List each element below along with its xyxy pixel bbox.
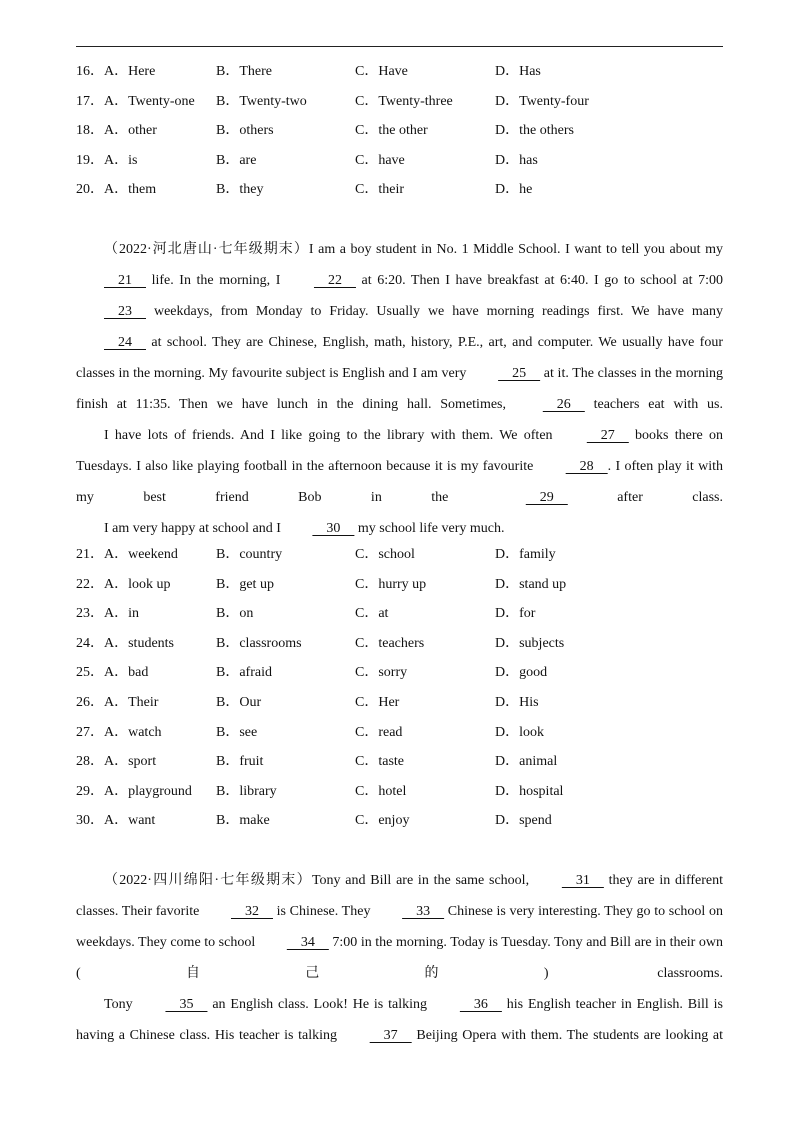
option-b: B．make — [216, 813, 270, 829]
answer-blank: 33 — [402, 904, 445, 919]
option-b: B．get up — [216, 576, 274, 592]
question-number: 21． — [76, 547, 104, 562]
option-d: D．has — [495, 152, 538, 168]
option-c: C．Her — [355, 695, 400, 710]
passage-text: his English teacher in English. Bill is having a Chinese class. His teacher is talking — [76, 997, 723, 1043]
option-d: D．the others — [495, 123, 574, 139]
passage-text: my school life very much. — [354, 521, 505, 536]
passage-text: I am very happy at school and I — [104, 521, 285, 536]
option-a — [76, 179, 156, 201]
passage-text: an English class. Look! He is talking — [207, 997, 432, 1012]
option-a — [76, 722, 162, 744]
question-options-row — [76, 662, 726, 684]
option-a-text: A．other — [104, 123, 157, 139]
question-options-row — [76, 120, 726, 142]
option-a-text: A．want — [104, 813, 156, 829]
option-c: C．the other — [355, 123, 428, 139]
answer-blank: 25 — [498, 366, 541, 381]
option-b: B．classrooms — [216, 635, 302, 651]
option-a — [76, 751, 156, 773]
question-options-row — [76, 150, 726, 172]
passage-paragraph — [76, 420, 723, 513]
passage-text: they are in different classes. Their favorite — [76, 873, 723, 919]
option-d: D．subjects — [495, 635, 565, 651]
cloze-passage-31-37 — [76, 865, 723, 1051]
option-b: B．see — [216, 724, 258, 740]
passage-text: after class. — [567, 490, 723, 505]
question-options-row — [76, 179, 726, 201]
option-c: C．taste — [355, 754, 404, 770]
source-tag: （2022·四川绵阳·七年级期末） — [104, 873, 312, 888]
option-a-text: A．look up — [104, 576, 171, 592]
passage-text: is Chinese. They — [272, 904, 375, 919]
question-number: 26． — [76, 695, 104, 710]
passage-text: . I often play it with my best friend Bob in the — [76, 459, 724, 505]
answer-blank: 26 — [542, 397, 585, 412]
header-rule — [76, 46, 723, 47]
option-b: B．fruit — [216, 754, 264, 770]
question-options-row — [76, 603, 726, 625]
question-options-row — [76, 574, 726, 596]
question-number: 20． — [76, 182, 104, 198]
option-a — [76, 662, 148, 684]
option-d: D．His — [495, 695, 539, 710]
passage-text: Beijing Opera with them. The students are looking at — [411, 1028, 723, 1043]
passage-text: at school. They are Chinese, English, math, history, P.E., art, and computer. We usually have four classes in the morning. My favourite subject is English and I am very — [76, 335, 723, 381]
option-b: B．country — [216, 547, 283, 562]
option-a — [76, 574, 171, 596]
question-number: 25． — [76, 665, 104, 681]
question-number: 29． — [76, 783, 104, 799]
answer-blank: 36 — [459, 997, 502, 1012]
question-number: 16． — [76, 64, 104, 79]
option-a — [76, 692, 158, 714]
answer-blank: 30 — [312, 521, 355, 536]
question-options-row — [76, 751, 726, 773]
option-a — [76, 781, 192, 803]
option-c: C．hotel — [355, 783, 407, 799]
answer-blank: 37 — [369, 1028, 412, 1043]
option-a-text: A．in — [104, 606, 139, 622]
option-c: C．teachers — [355, 635, 425, 651]
question-options-row — [76, 810, 726, 832]
option-d: D．spend — [495, 813, 552, 829]
option-c: C．Twenty-three — [355, 93, 453, 109]
option-d: D．he — [495, 182, 533, 198]
option-a — [76, 810, 155, 832]
answer-blank: 31 — [561, 873, 604, 888]
passage-text: at 6:20. Then I have breakfast at 6:40. I go to school at 7:00 — [355, 273, 723, 288]
passage-text: Chinese is very interesting. They go to school on weekdays. They come to school — [76, 904, 723, 950]
option-a — [76, 120, 157, 142]
passage-text: books there on Tuesdays. I also like playing football in the afternoon because it is my favourite — [76, 428, 723, 474]
option-a-text: A．Their — [104, 695, 159, 710]
option-d: D．Has — [495, 64, 541, 79]
passage-paragraph — [76, 865, 723, 989]
answer-blank: 35 — [165, 997, 208, 1012]
passage-text: life. In the morning, I — [146, 273, 286, 288]
question-options-row — [76, 722, 726, 744]
answer-blank: 32 — [230, 904, 273, 919]
passage-text: Tony and Bill are in the same school, — [311, 873, 534, 888]
option-d: D．family — [495, 547, 556, 562]
passage-paragraph — [76, 989, 723, 1051]
cloze-passage-21-30 — [76, 234, 723, 544]
question-options-row — [76, 633, 726, 655]
answer-blank: 22 — [313, 273, 356, 288]
question-options-row — [76, 781, 726, 803]
option-c: C．have — [355, 152, 405, 168]
option-a-text: A．watch — [104, 724, 162, 740]
option-a-text: A．is — [104, 152, 138, 168]
option-c: C．sorry — [355, 665, 408, 681]
option-a — [76, 544, 178, 566]
option-a-text: A．sport — [104, 754, 157, 770]
source-tag: （2022·河北唐山·七年级期末） — [104, 242, 309, 257]
passage-paragraph — [76, 513, 723, 544]
passage-text: I have lots of friends. And I like going to the library with them. We often — [104, 428, 559, 443]
option-d: D．stand up — [495, 576, 567, 592]
passage-text: teachers eat with us. — [584, 397, 723, 412]
option-a — [76, 633, 174, 655]
question-number: 24． — [76, 635, 104, 651]
option-a-text: A．them — [104, 182, 157, 198]
option-b: B．others — [216, 123, 274, 139]
question-number: 18． — [76, 123, 104, 139]
passage-paragraph — [76, 234, 723, 420]
answer-blank: 27 — [586, 428, 629, 443]
option-b: B．afraid — [216, 665, 272, 681]
answer-blank: 34 — [286, 935, 329, 950]
answer-blank: 28 — [565, 459, 608, 474]
option-a-text: A．Twenty-one — [104, 93, 195, 109]
question-options-row — [76, 544, 726, 566]
passage-text: Tony — [104, 997, 138, 1012]
option-a-text: A．students — [104, 635, 174, 651]
option-a-text: A．weekend — [104, 547, 178, 562]
option-b: B．There — [216, 64, 272, 79]
passage-text: 7:00 in the morning. Today is Tuesday. Tony and Bill are in their own (自己的) classrooms. — [76, 935, 723, 981]
question-options-row — [76, 91, 726, 113]
question-options-row — [76, 61, 726, 83]
option-c: C．their — [355, 182, 404, 198]
option-b: B．they — [216, 182, 264, 198]
option-a — [76, 150, 137, 172]
question-number: 27． — [76, 724, 104, 740]
option-b: B．are — [216, 152, 257, 168]
question-number: 30． — [76, 813, 104, 829]
option-a-text: A．bad — [104, 665, 149, 681]
option-d: D．hospital — [495, 783, 564, 799]
option-a — [76, 91, 195, 113]
question-number: 28． — [76, 754, 104, 770]
option-c: C．Have — [355, 64, 408, 79]
passage-text: weekdays, from Monday to Friday. Usually we have morning readings first. We have many — [146, 304, 723, 319]
option-d: D．look — [495, 724, 544, 740]
option-c: C．read — [355, 724, 403, 740]
answer-blank: 23 — [104, 304, 146, 319]
option-a — [76, 603, 139, 625]
answer-blank: 24 — [104, 335, 146, 350]
option-c: C．hurry up — [355, 576, 427, 592]
question-number: 17． — [76, 93, 104, 109]
passage-text: I am a boy student in No. 1 Middle School. I want to tell you about my — [308, 242, 723, 257]
option-a-text: A．playground — [104, 783, 192, 799]
option-d: D．Twenty-four — [495, 93, 589, 109]
option-a-text: A．Here — [104, 64, 156, 79]
passage-text: at it. The classes in the morning finish at 11:35. Then we have lunch in the dining hall. Sometimes, — [76, 366, 723, 412]
option-b: B．library — [216, 783, 277, 799]
option-b: B．Our — [216, 695, 262, 710]
answer-blank: 29 — [525, 490, 568, 505]
question-options-row — [76, 692, 726, 714]
answer-blank: 21 — [104, 273, 146, 288]
option-c: C．school — [355, 547, 415, 562]
option-b: B．Twenty-two — [216, 93, 307, 109]
question-number: 22． — [76, 576, 104, 592]
option-d: D．good — [495, 665, 548, 681]
option-d: D．for — [495, 606, 536, 622]
option-c: C．enjoy — [355, 813, 410, 829]
question-number: 19． — [76, 152, 104, 168]
question-number: 23． — [76, 606, 104, 622]
option-d: D．animal — [495, 754, 558, 770]
option-a — [76, 61, 155, 83]
option-b: B．on — [216, 606, 254, 622]
option-c: C．at — [355, 606, 389, 622]
